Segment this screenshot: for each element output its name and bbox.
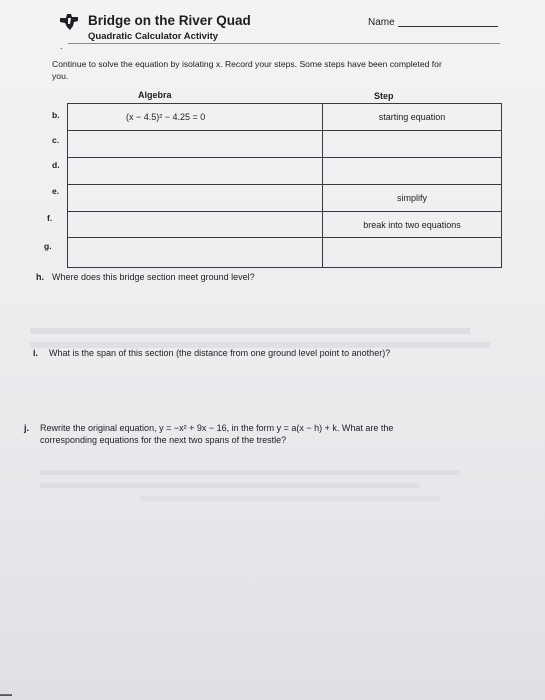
- question-label: j.: [24, 423, 30, 433]
- row-label-e: e.: [52, 186, 60, 196]
- algebra-cell[interactable]: [68, 185, 323, 212]
- name-field-line[interactable]: [398, 26, 498, 27]
- ti-logo-icon: [58, 12, 80, 32]
- row-label-c: c.: [52, 135, 60, 145]
- column-header-algebra: Algebra: [138, 90, 172, 100]
- algebra-cell[interactable]: [68, 212, 323, 238]
- step-cell[interactable]: simplify: [323, 185, 502, 212]
- step-cell[interactable]: starting equation: [323, 104, 502, 131]
- table-row: [68, 158, 502, 185]
- bullet-mark: .: [60, 41, 63, 51]
- question-text: Where does this bridge section meet ground level?: [52, 272, 255, 282]
- header-divider: [68, 43, 500, 44]
- table-row: [68, 104, 502, 131]
- algebra-cell[interactable]: (x − 4.5)² − 4.25 = 0: [68, 104, 323, 131]
- question-label: h.: [36, 272, 44, 282]
- bleed-through-shading: [30, 322, 510, 362]
- steps-table: [67, 103, 502, 268]
- algebra-cell[interactable]: [68, 131, 323, 158]
- table-row: [68, 212, 502, 238]
- question-text: What is the span of this section (the distance from one ground level point to another)?: [49, 348, 391, 358]
- table-row: [68, 238, 502, 268]
- page-corner-mark: ▬▬: [0, 692, 12, 698]
- page-title: Bridge on the River Quad: [88, 13, 251, 28]
- instructions-text: Continue to solve the equation by isolating x. Record your steps. Some steps have been completed for you.: [52, 59, 442, 81]
- table-row: [68, 185, 502, 212]
- step-cell[interactable]: break into two equations: [323, 212, 502, 238]
- bleed-through-shading: [40, 462, 480, 512]
- table-row: [68, 131, 502, 158]
- column-header-step: Step: [374, 91, 394, 101]
- row-label-f: f.: [47, 213, 53, 223]
- row-label-g: g.: [44, 241, 52, 251]
- row-label-d: d.: [52, 160, 60, 170]
- row-label-b: b.: [52, 110, 60, 120]
- question-label: i.: [33, 348, 39, 358]
- algebra-cell[interactable]: [68, 158, 323, 185]
- name-label: Name: [368, 17, 395, 28]
- algebra-cell[interactable]: [68, 238, 323, 268]
- page-subtitle: Quadratic Calculator Activity: [88, 31, 219, 42]
- step-cell[interactable]: [323, 131, 502, 158]
- question-h: [36, 271, 255, 283]
- question-text: Rewrite the original equation, y = −x² + 9x − 16, in the form y = a(x − h) + k. What are the corresponding equations for the next two spans of the trestle?: [40, 423, 394, 445]
- step-cell[interactable]: [323, 238, 502, 268]
- step-cell[interactable]: [323, 158, 502, 185]
- question-j: [24, 422, 454, 446]
